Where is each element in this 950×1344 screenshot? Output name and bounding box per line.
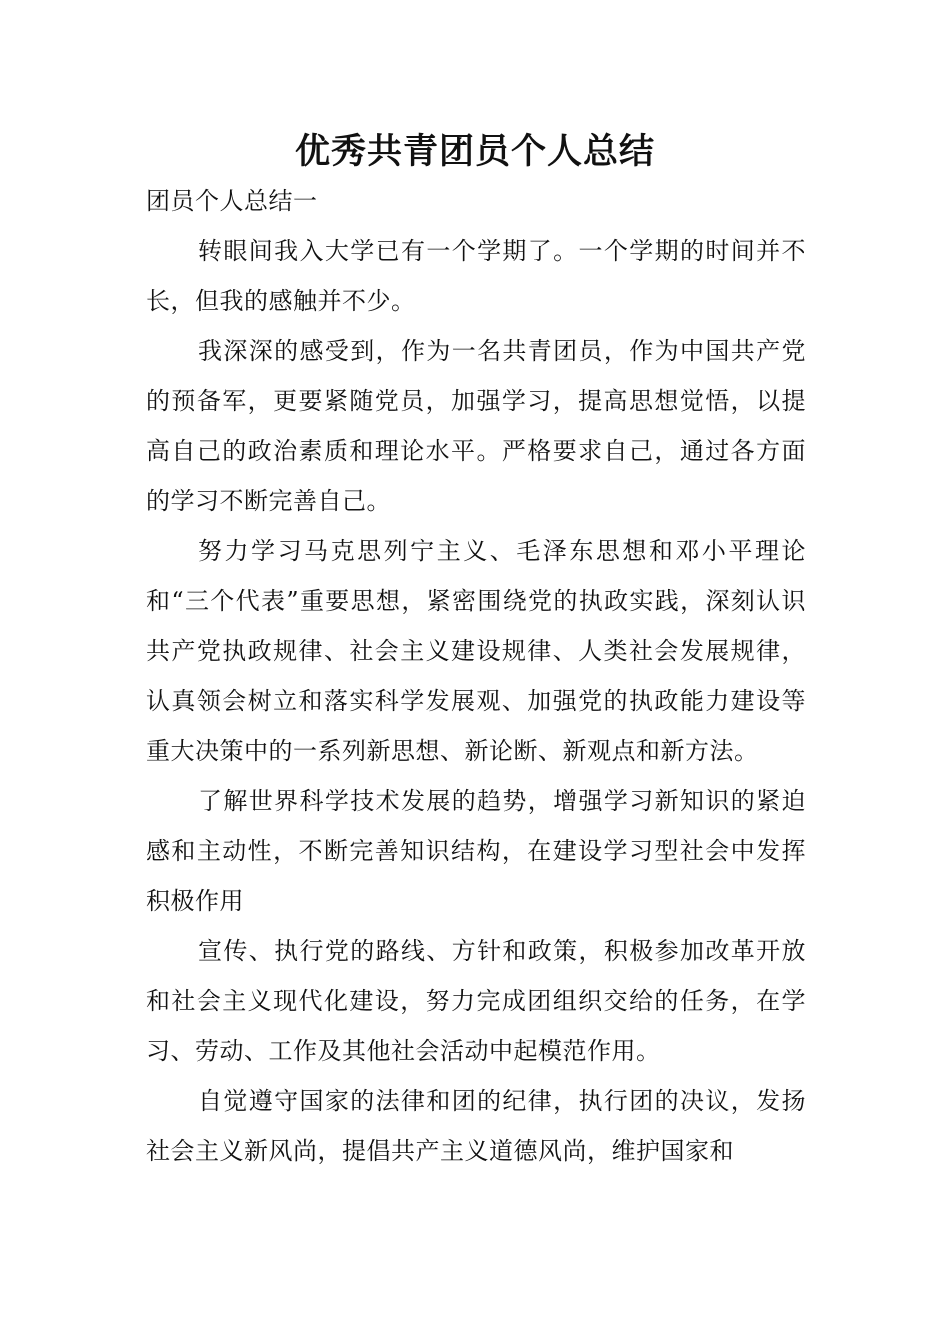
section-heading: 团员个人总结一: [146, 187, 318, 215]
paragraph-4: 了解世界科学技术发展的趋势，增强学习新知识的紧迫感和主动性，不断完善知识结构，在建设学习型社会中发挥积极作用: [146, 787, 806, 915]
paragraph-2: 我深深的感受到，作为一名共青团员，作为中国共产党的预备军，更要紧随党员，加强学习，提高思想觉悟，以提高自己的政治素质和理论水平。严格要求自己，通过各方面的学习不断完善自己。: [146, 337, 806, 515]
paragraph-1: 转眼间我入大学已有一个学期了。一个学期的时间并不长，但我的感触并不少。: [146, 237, 806, 315]
document-body: [146, 176, 806, 1176]
document-title: 优秀共青团员个人总结: [294, 131, 655, 172]
paragraph-5: 宣传、执行党的路线、方针和政策，积极参加改革开放和社会主义现代化建设，努力完成团组织交给的任务，在学习、劳动、工作及其他社会活动中起模范作用。: [146, 937, 806, 1065]
paragraph-6: 自觉遵守国家的法律和团的纪律，执行团的决议，发扬社会主义新风尚，提倡共产主义道德风尚，维护国家和: [146, 1087, 806, 1165]
paragraph-3: 努力学习马克思列宁主义、毛泽东思想和邓小平理论和“三个代表”重要思想，紧密围绕党的执政实践，深刻认识共产党执政规律、社会主义建设规律、人类社会发展规律，认真领会树立和落实科学发展观、加强党的执政能力建设等重大决策中的一系列新思想、新论断、新观点和新方法。: [146, 537, 806, 765]
